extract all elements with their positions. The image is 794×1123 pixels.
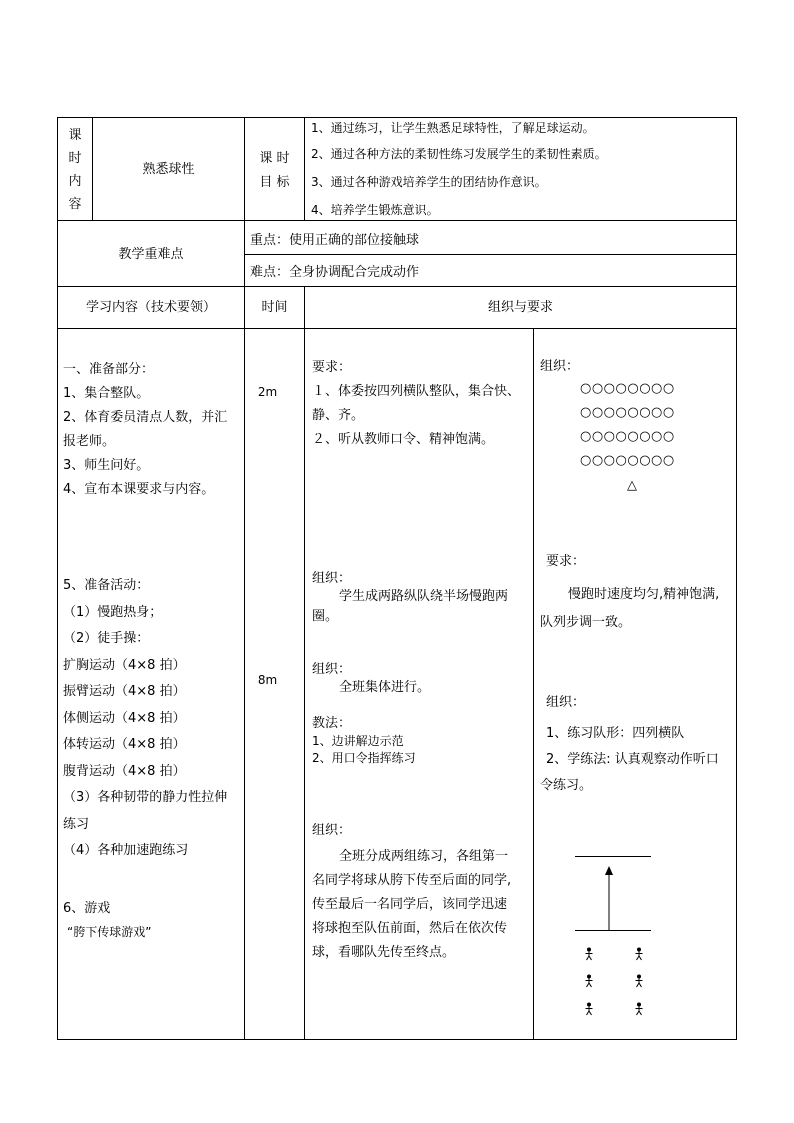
prep-line: 一、准备部分：	[63, 362, 155, 377]
label-char: 时	[68, 151, 82, 166]
game-org-line: 球，看哪队先传至终点。	[312, 945, 456, 960]
student-figure-icon	[634, 974, 644, 988]
game-org-line: 将球抱至队伍前面，然后在依次传	[312, 921, 508, 936]
warmup-time: 8m	[257, 673, 278, 687]
requirement-line: ２、听从教师口令、精神饱满。	[312, 432, 495, 447]
lesson-goal-label-line1: 课 时	[259, 151, 290, 166]
formation-row: ○○○○○○○○	[580, 405, 675, 420]
game-name: “胯下传球游戏”	[67, 925, 152, 939]
method-line: 1、边讲解边示范	[312, 734, 404, 748]
org-line: 2、学练法: 认真观察动作听口	[546, 752, 719, 767]
org-line: 圈。	[312, 609, 339, 624]
warmup-line: 体转运动（4×8 拍）	[63, 737, 186, 752]
game-org-text	[312, 845, 511, 965]
warmup-right-req-label: 要求：	[546, 554, 586, 569]
req-line: 队列步调一致。	[540, 615, 632, 630]
warmup-right-org-label: 组织：	[546, 695, 586, 710]
lesson-content-label	[58, 124, 92, 216]
prep-time: 2m	[257, 385, 278, 399]
formation-row: ○○○○○○○○	[580, 453, 675, 468]
key-point-difficulty: 难点：全身协调配合完成动作	[250, 265, 420, 280]
org-line: 1、练习队形：四列横队	[546, 726, 685, 741]
teacher-triangle-icon: △	[627, 478, 637, 493]
game-org-line: 名同学将球从胯下传至后面的同学,	[312, 873, 512, 888]
prep-requirements	[312, 356, 520, 452]
warmup-content	[63, 573, 227, 865]
student-figure-icon	[584, 974, 594, 988]
label-char: 课	[68, 128, 82, 143]
game-org-line: 传至最后一名同学后，该同学迅速	[312, 897, 508, 912]
formation-row: ○○○○○○○○	[580, 429, 675, 444]
prep-content	[63, 358, 227, 502]
column-header-content: 学习内容（技术要领）	[85, 300, 216, 315]
game-org-line: 全班分成两组练习，各组第一	[339, 849, 509, 864]
warmup-right-req-text	[540, 581, 719, 637]
requirement-line: 要求：	[312, 360, 352, 375]
label-char: 容	[68, 197, 82, 212]
prep-line: 4、宣布本课要求与内容。	[63, 482, 215, 497]
warmup-org1-label: 组织：	[312, 571, 352, 586]
requirement-line: 静、齐。	[312, 408, 365, 423]
lesson-content-value: 熟悉球性	[142, 162, 195, 177]
prep-line: 2、体育委员清点人数，并汇	[63, 410, 228, 425]
key-point-focus: 重点：使用正确的部位接触球	[250, 233, 420, 248]
student-figure-icon	[634, 1002, 644, 1016]
method-line: 2、用口令指挥练习	[312, 751, 416, 765]
warmup-line: （1）慢跑热身；	[63, 604, 163, 620]
warmup-line: （3）各种韧带的静力性拉伸	[63, 790, 228, 805]
prep-line: 3、师生问好。	[63, 458, 150, 473]
warmup-line: 振臂运动（4×8 拍）	[63, 684, 186, 699]
warmup-org1-text	[312, 587, 508, 627]
goal-item: 1、通过练习，让学生熟悉足球特性，了解足球运动。	[311, 121, 595, 135]
goal-item: 4、培养学生锻炼意识。	[311, 203, 439, 217]
warmup-line: 扩胸运动（4×8 拍）	[63, 657, 186, 673]
goal-item: 2、通过各种方法的柔韧性练习发展学生的柔韧性素质。	[311, 147, 607, 161]
warmup-line: 5、准备活动：	[63, 578, 150, 593]
arrow-up-icon	[603, 866, 615, 931]
formation-row: ○○○○○○○○	[580, 381, 675, 396]
game-org-label: 组织：	[312, 823, 352, 838]
method-label: 教法：	[312, 716, 352, 731]
warmup-line: 腹背运动（4×8 拍）	[63, 763, 186, 779]
requirement-line: １、体委按四列横队整队，集合快、	[312, 384, 521, 399]
prep-line: 报老师。	[63, 434, 116, 449]
req-line: 慢跑时速度均匀,精神饱满,	[568, 587, 720, 602]
goal-item: 3、通过各种游戏培养学生的团结协作意识。	[311, 175, 547, 189]
org-line: 令练习。	[540, 778, 593, 793]
prep-org-label: 组织：	[540, 359, 580, 374]
org-line: 学生成两路纵队绕半场慢跑两	[339, 589, 509, 604]
student-figure-icon	[634, 947, 644, 961]
warmup-org2-text: 全班集体进行。	[339, 680, 431, 695]
warmup-line: （4）各种加速跑练习	[63, 843, 189, 858]
column-header-organization: 组织与要求	[487, 300, 553, 315]
warmup-org2-label: 组织：	[312, 662, 352, 677]
prep-line: 1、集合整队。	[63, 386, 150, 401]
warmup-right-org-text	[540, 721, 719, 799]
method-list	[312, 733, 416, 767]
label-char: 内	[68, 174, 82, 189]
warmup-line: （2）徒手操：	[63, 631, 150, 646]
game-title: 6、游戏	[63, 901, 111, 916]
column-header-time: 时间	[261, 300, 288, 315]
warmup-line: 体侧运动（4×8 拍）	[63, 710, 186, 726]
student-figure-icon	[584, 1002, 594, 1016]
warmup-line: 练习	[63, 816, 90, 832]
key-points-label: 教学重难点	[118, 247, 184, 262]
student-figure-icon	[584, 947, 594, 961]
lesson-goal-label-line2: 目 标	[259, 175, 290, 190]
start-line	[575, 856, 651, 857]
